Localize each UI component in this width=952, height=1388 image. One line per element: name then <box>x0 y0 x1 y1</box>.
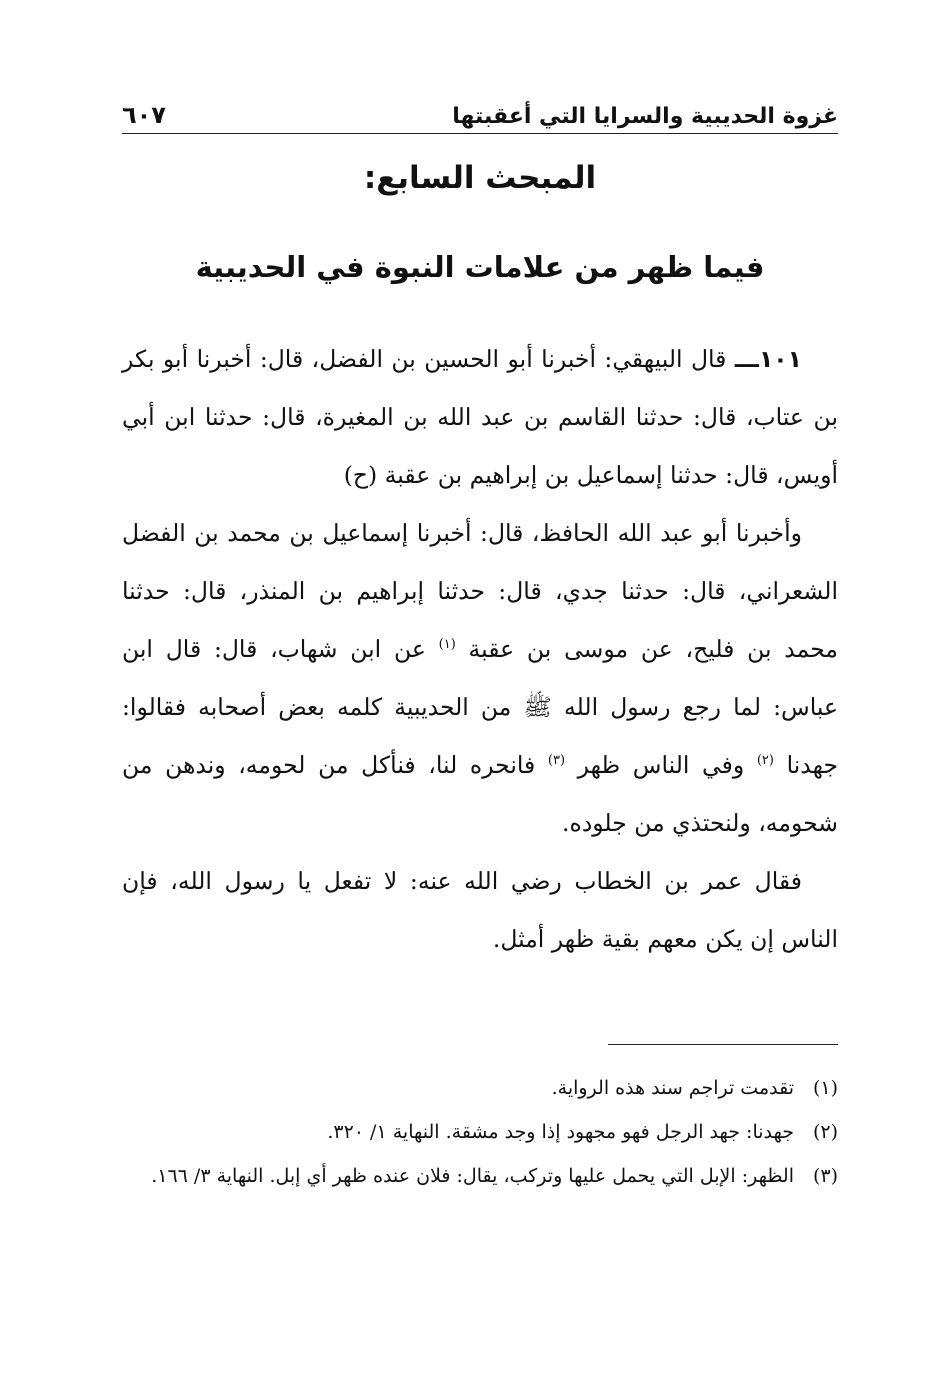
footnote-mark: (٢) <box>812 1121 838 1143</box>
footnote-1 <box>122 1066 838 1110</box>
paragraph-2-part-d: فانحره لنا، فنأكل من لحومه، وندهن من شحومه، ولنحتذي من جلوده. <box>122 751 838 837</box>
paragraph-2-part-c: وفي الناس ظهر <box>565 751 757 779</box>
paragraph-1 <box>122 330 838 504</box>
section-title: فيما ظهر من علامات النبوة في الحديبية <box>195 250 765 284</box>
paragraph-1-text: قال البيهقي: أخبرنا أبو الحسين بن الفضل، قال: أخبرنا أبو بكر بن عتاب، قال: حدثنا القاسم بن عبد الله بن المغيرة، قال: حدثنا ابن أبي أويس، قال: حدثنا إسماعيل بن إبراهيم بن عقبة (ح) <box>122 345 838 489</box>
page-number: ٦٠٧ <box>122 101 166 129</box>
page-header <box>122 92 838 134</box>
footnote-3 <box>122 1154 838 1198</box>
footnote-text: تقدمت تراجم سند هذه الرواية. <box>551 1077 794 1099</box>
running-title: غزوة الحديبية والسرايا التي أعقبتها <box>452 104 838 129</box>
paragraph-2-part-b: عن ابن شهاب، قال: قال ابن عباس: لما رجع رسول الله ﷺ من الحديبية كلمه بعض أصحابه فقالوا: جهدنا <box>122 635 839 779</box>
hadith-number: ١٠١ـــ <box>734 345 802 373</box>
paragraph-3: فقال عمر بن الخطاب رضي الله عنه: لا تفعل يا رسول الله، فإن الناس إن يكن معهم بقية ظهر أمثل. <box>122 867 838 953</box>
footnote-mark: (٣) <box>812 1165 838 1187</box>
footnote-text: جهدنا: جهد الرجل فهو مجهود إذا وجد مشقة. النهاية ١/ ٣٢٠. <box>327 1121 794 1143</box>
footnote-separator <box>608 1044 838 1045</box>
footnote-mark: (١) <box>812 1077 838 1099</box>
paragraph-2-part-a: وأخبرنا أبو عبد الله الحافظ، قال: أخبرنا إسماعيل بن محمد بن الفضل الشعراني، قال: حدثنا جدي، قال: حدثنا إبراهيم بن المنذر، قال: حدثنا محمد بن فليح، عن موسى بن عقبة <box>122 519 838 663</box>
footnote-2 <box>122 1110 838 1154</box>
footnote-ref-1[interactable]: (١) <box>438 637 456 653</box>
footnotes <box>122 1066 838 1198</box>
footnote-ref-3[interactable]: (٣) <box>547 753 566 769</box>
paragraph-2 <box>122 504 838 852</box>
main-text <box>122 330 838 968</box>
footnote-ref-2[interactable]: (٢) <box>756 753 774 769</box>
footnote-text: الظهر: الإبل التي يحمل عليها وتركب، يقال: فلان عنده ظهر أي إبل. النهاية ٣/ ١٦٦. <box>151 1165 794 1187</box>
chapter-title: المبحث السابع: <box>363 160 597 196</box>
